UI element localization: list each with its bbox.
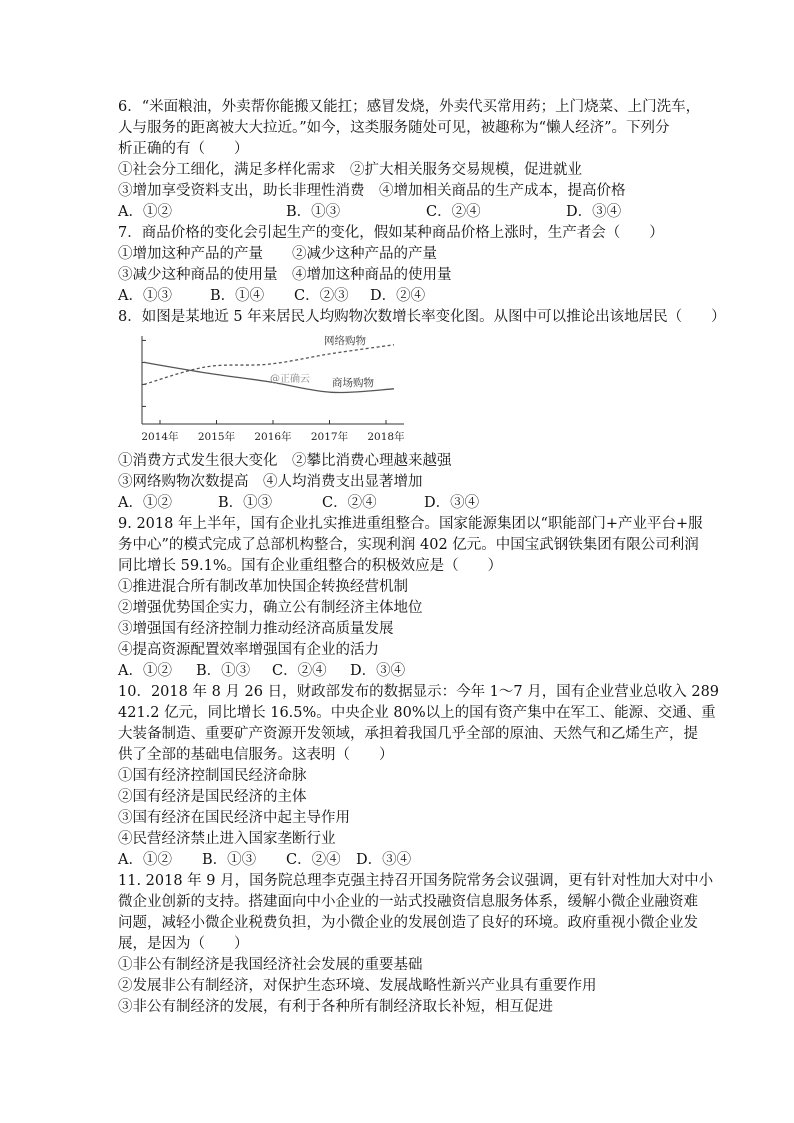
q6-option-d[interactable]: D．③④ [566,204,622,220]
series-label: 商场购物 [332,377,374,389]
q8-item-line-1: ①消费方式发生很大变化 ②攀比消费心理越来越强 [118,453,452,469]
q10-option-d[interactable]: D．③④ [356,852,412,868]
q10-stem-line-3: 大装备制造、重要矿产资源开发领域，承担着我国几乎全部的原油、天然气和乙烯生产，提 [118,726,698,742]
x-tick-label: 2015年 [197,431,236,443]
q10-item-2: ②国有经济是国民经济的主体 [118,789,307,805]
q6-stem-line-3: 析正确的有（ ） [118,141,249,157]
q8-option-b[interactable]: B．①③ [218,495,273,511]
x-tick-label: 2017年 [310,431,349,443]
q9-stem-line-1: 9. 2018 年上半年，国有企业扎实推进重组整合。国家能源集团以“职能部门+产业平台+服 [118,516,703,532]
q11-item-3: ③非公有制经济的发展，有利于各种所有制经济取长补短，相互促进 [118,999,553,1015]
q10-stem-line-4: 供了全部的基础电信服务。这表明（ ） [118,747,394,763]
q10-item-4: ④民营经济禁止进入国家垄断行业 [118,831,336,847]
q8-option-a[interactable]: A．①② [118,495,172,511]
x-tick-label: 2014年 [141,431,179,443]
q11-stem-line-3: 问题，减轻小微企业税费负担，为小微企业的发展创造了良好的环境。政府重视小微企业发 [118,915,698,931]
q10-stem-line-2: 421.2 亿元，同比增长 16.5%。中央企业 80%以上的国有资产集中在军工、能源、交通、重 [118,705,716,721]
q7-stem-line-1: 7．商品价格的变化会引起生产的变化，假如某种商品价格上涨时，生产者会（ ） [118,225,664,241]
q7-item-line-1: ①增加这种产品的产量 ②减少这种产品的产量 [118,246,437,262]
q9-option-a[interactable]: A．①② [118,663,172,679]
q9-option-b[interactable]: B．①③ [196,663,251,679]
q6-option-b[interactable]: B．①③ [286,204,341,220]
q9-item-2: ②增强优势国企实力，确立公有制经济主体地位 [118,600,423,616]
q8-stem-line-1: 8．如图是某地近 5 年来居民人均购物次数增长率变化图。从图中可以推论出该地居民（ ） [118,309,726,325]
q10-stem-line-1: 10．2018 年 8 月 26 日，财政部发布的数据显示：今年 1～7 月，国有企业营业总收入 289 [118,684,720,700]
q6-item-line-2: ③增加享受资料支出，助长非理性消费 ④增加相关商品的生产成本，提高价格 [118,183,626,199]
q8-item-line-2: ③网络购物次数提高 ④人均消费支出显著增加 [118,474,423,490]
q7-item-line-2: ③减少这种商品的使用量 ④增加这种商品的使用量 [118,267,452,283]
q9-stem-line-2: 务中心”的模式完成了总部机构整合，实现利润 402 亿元。中国宝武钢铁集团有限公司利润 [118,537,699,553]
q10-item-1: ①国有经济控制国民经济命脉 [118,768,307,784]
q8-option-c[interactable]: C．②④ [322,495,377,511]
q6-option-c[interactable]: C．②④ [426,204,481,220]
q11-item-1: ①非公有制经济是我国经济社会发展的重要基础 [118,957,423,973]
q7-option-b[interactable]: B．①④ [210,288,265,304]
q8-option-d[interactable]: D．③④ [424,495,480,511]
q11-stem-line-4: 展，是因为（ ） [118,936,249,952]
watermark-text: @正确云 [270,374,310,385]
q9-stem-line-3: 同比增长 59.1%。国有企业重组整合的积极效应是（ ） [118,558,503,574]
series-label: 网络购物 [324,335,366,347]
x-tick-label: 2018年 [367,431,405,443]
q11-stem-line-1: 11. 2018 年 9 月，国务院总理李克强主持召开国务院常务会议强调，更有针对性加大对中小 [118,873,714,889]
q10-option-b[interactable]: B．①③ [202,852,257,868]
q7-option-a[interactable]: A．①③ [118,288,172,304]
q10-option-c[interactable]: C．②④ [286,852,341,868]
x-tick-label: 2016年 [254,431,292,443]
q6-stem-line-2: 人与服务的距离被大大拉近。”如今，这类服务随处可见，被趣称为“懒人经济”。下列分 [118,120,670,136]
q9-item-4: ④提高资源配置效率增强国有企业的活力 [118,642,379,658]
q9-item-1: ①推进混合所有制改革加快国企转换经营机制 [118,579,408,595]
q11-stem-line-2: 微企业创新的支持。搭建面向中小企业的一站式投融资信息服务体系，缓解小微企业融资难 [118,894,698,910]
q7-option-d[interactable]: D．②④ [370,288,426,304]
q6-item-line-1: ①社会分工细化，满足多样化需求 ②扩大相关服务交易规模，促进就业 [118,162,582,178]
q7-option-c[interactable]: C．②③ [294,288,349,304]
q9-item-3: ③增强国有经济控制力推动经济高质量发展 [118,621,394,637]
q10-option-a[interactable]: A．①② [118,852,172,868]
q10-item-3: ③国有经济在国民经济中起主导作用 [118,810,350,826]
q9-option-d[interactable]: D．③④ [350,663,406,679]
q6-option-a[interactable]: A．①② [118,204,172,220]
purchase-growth-chart [112,330,412,448]
q9-option-c[interactable]: C．②④ [272,663,327,679]
q11-item-2: ②发展非公有制经济，对保护生态环境、发展战略性新兴产业具有重要作用 [118,978,597,994]
q6-stem-line-1: 6．“米面粮油，外卖帮你能搬又能扛；感冒发烧，外卖代买常用药；上门烧菜、上门洗车， [118,99,701,115]
